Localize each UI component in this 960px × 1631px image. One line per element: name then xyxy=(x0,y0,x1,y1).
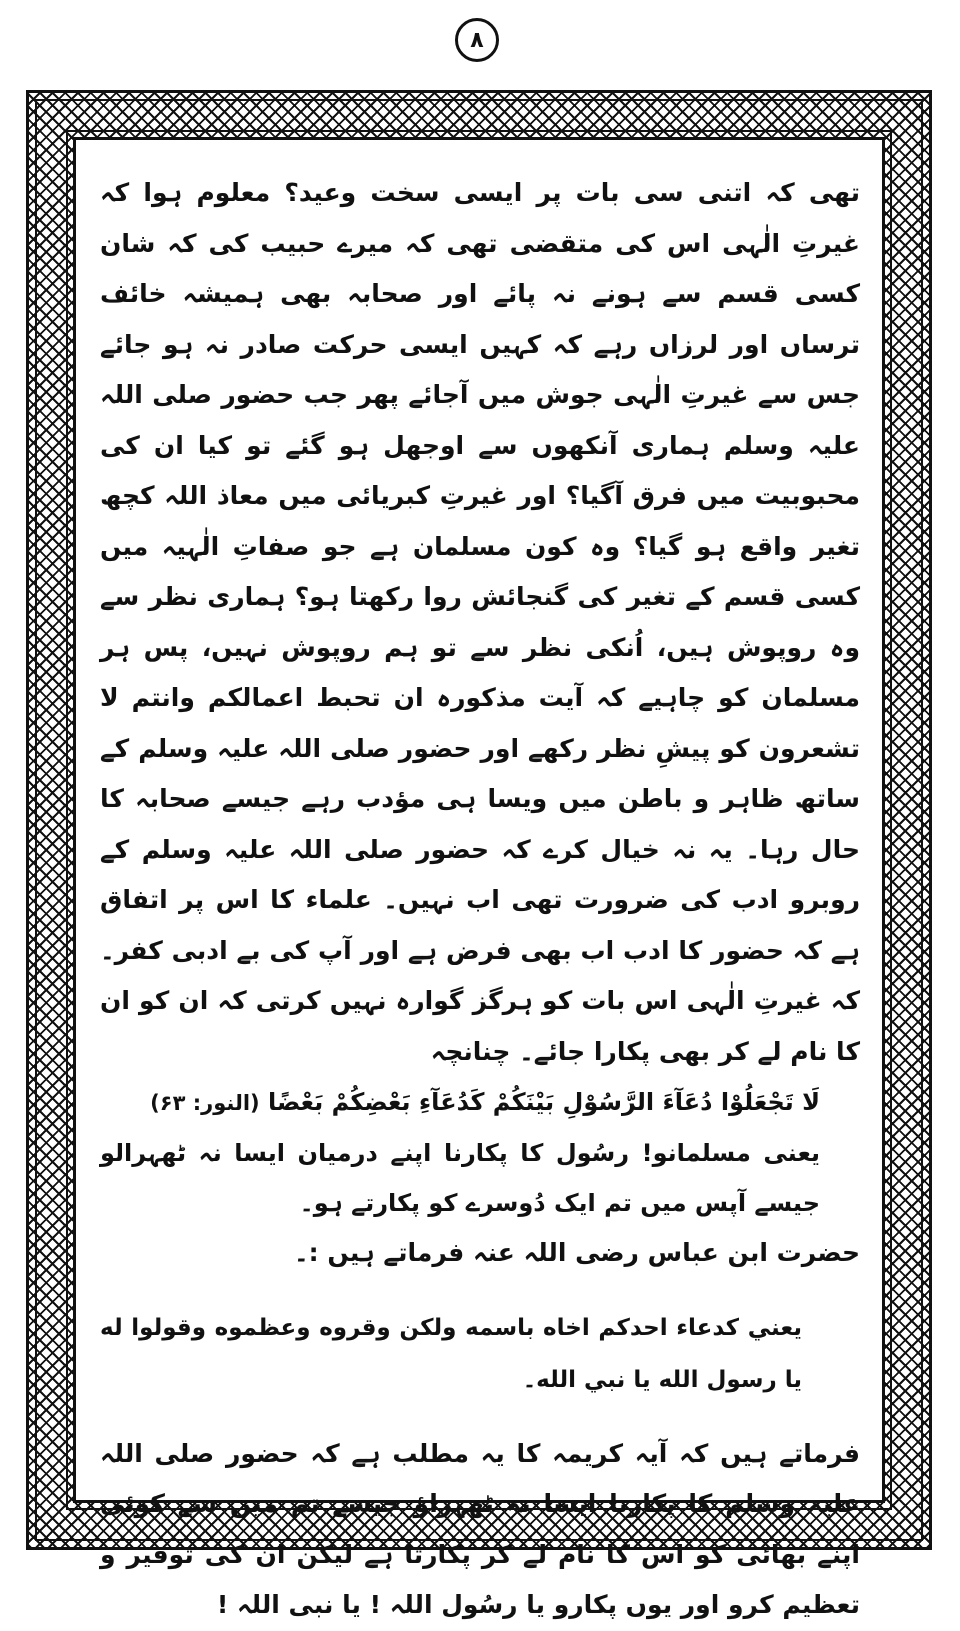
narration-arabic: يعني كدعاء احدكم اخاه باسمه ولكن وقروه وعظموه وقولوا له يا رسول الله يا نبي الله۔ xyxy=(100,1314,802,1393)
page-number: ٨ xyxy=(455,18,499,62)
page-text xyxy=(100,168,860,1619)
narration-intro: حضرت ابن عباس رضی اللہ عنہ فرماتے ہیں :۔ xyxy=(294,1238,860,1267)
verse-reference: (النور: ۶۳) xyxy=(150,1091,260,1115)
paragraph-final: فرماتے ہیں کہ آیہ کریمہ کا یہ مطلب ہے کہ حضور صلی اللہ علیہ وسلم کا پکارنا ایسا نہ ٹھہراؤ جیسے تم میں سے کوئی اپنے بھائی کو اس کا نام لے کر پکارتا ہے لیکن ان کی توقیر و تعظیم کرو اور یوں پکارو یا رسُول اللہ ! یا نبی اللہ ! xyxy=(100,1438,860,1619)
verse-arabic: لَا تَجْعَلُوْا دُعَآءَ الرَّسُوْلِ بَيْنَكُمْ كَدُعَآءِ بَعْضِكُمْ بَعْضًا xyxy=(268,1088,820,1116)
quran-verse xyxy=(100,1077,820,1128)
paragraph-1: تھی کہ اتنی سی بات پر ایسی سخت وعید؟ معلوم ہوا کہ غیرتِ الٰہی اس کی متقضی تھی کہ میرے حبیب کی کہ شان کسی قسم سے ہونے نہ پائے اور صحابہ بھی ہمیشہ خائف ترساں اور لرزاں رہے کہ کہیں ایسی حرکت صادر نہ ہو جائے جس سے غیرتِ الٰہی جوش میں آجائے پھر جب حضور صلی اللہ علیہ وسلم ہماری آنکھوں سے اوجھل ہو گئے تو کیا ان کی محبوبیت میں فرق آگیا؟ اور غیرتِ کبریائی میں معاذ اللہ کچھ تغیر واقع ہو گیا؟ وہ کون مسلمان ہے جو صفاتِ الٰہیہ میں کسی قسم کے تغیر کی گنجائش روا رکھتا ہو؟ ہماری نظر سے وہ روپوش ہیں، اُنکی نظر سے تو ہم روپوش نہیں، پس ہر مسلمان کو چاہیے کہ آیت مذکورہ ان تحبط اعمالکم وانتم لا تشعرون کو پیشِ نظر رکھے اور حضور صلی اللہ علیہ وسلم کے ساتھ ظاہر و باطن میں ویسا ہی مؤدب رہے جیسے صحابہ کا حال رہا۔ یہ نہ خیال کرے کہ حضور صلی اللہ علیہ وسلم کے روبرو ادب کی ضرورت تھی اب نہیں۔ علماء کا اس پر اتفاق ہے کہ حضور کا ادب اب بھی فرض ہے اور آپ کی بے ادبی کفر۔ کہ غیرتِ الٰہی اس بات کو ہرگز گوارہ نہیں کرتی کہ ان کو ان کا نام لے کر بھی پکارا جائے۔ چنانچہ xyxy=(100,178,860,1066)
verse-translation: یعنی مسلمانو! رسُول کا پکارنا اپنے درمیان ایسا نہ ٹھہرالو جیسے آپس میں تم ایک دُوسرے کو پکارتے ہو۔ xyxy=(100,1139,820,1217)
